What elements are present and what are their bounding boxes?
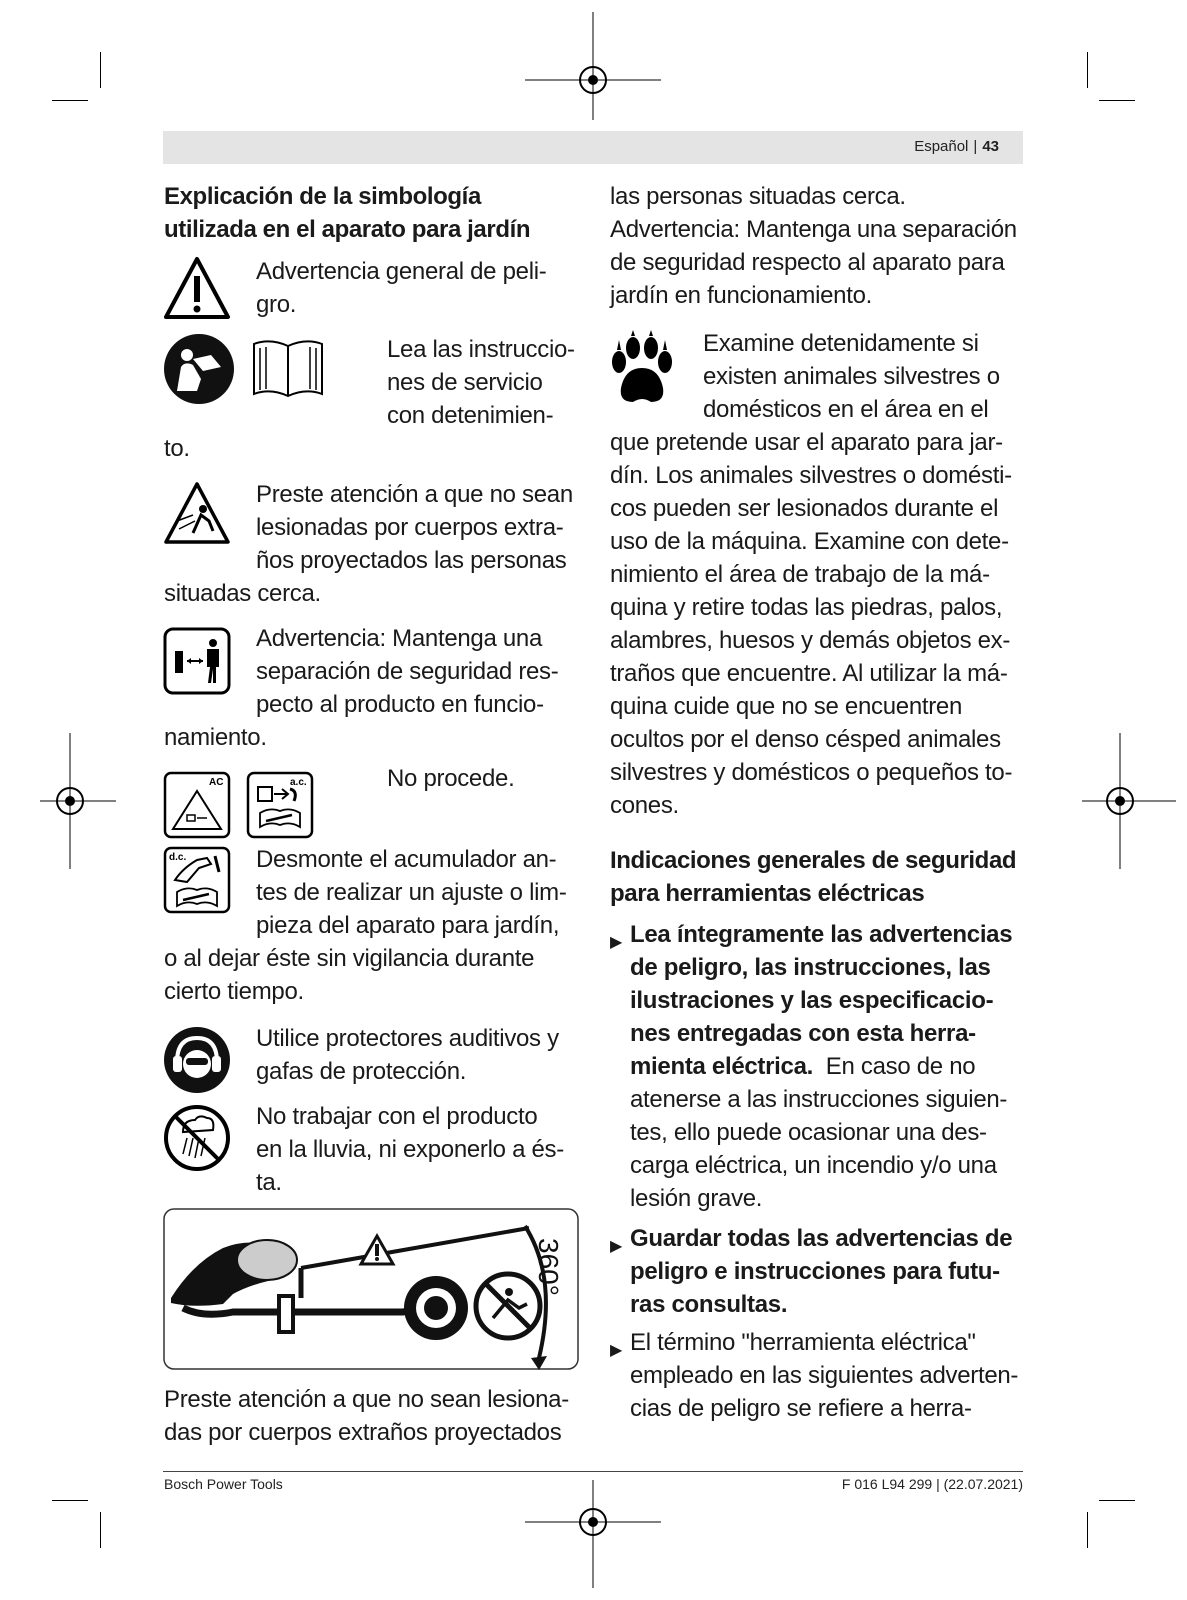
header-text: Español | 43 (914, 138, 999, 155)
paw-icon (609, 330, 675, 406)
animal-text-indented: Examine detenidamente si existen animales silvestres o domésticos en el área en el (703, 330, 1000, 423)
registration-mark-right (1080, 733, 1180, 873)
ear-eye-protection-icon (163, 1026, 231, 1094)
diagram-caption: Preste atención a que no sean lesiona- das por cuerpos extraños proyectados (164, 1386, 569, 1446)
page-header (163, 131, 1023, 164)
symbol-text-read-manual: Lea las instruccio- nes de servicio con detenimien- (387, 336, 575, 429)
no-rain-icon (163, 1104, 231, 1172)
ac-manual-icon (246, 771, 314, 839)
footer-brand: Bosch Power Tools (164, 1476, 283, 1492)
bullet-marker-3: ▶ (610, 1342, 623, 1359)
manual-book-icon (250, 338, 326, 402)
symbol-text-thrown-objects-cont: situadas cerca. (164, 580, 321, 607)
dc-battery-remove-icon (163, 846, 231, 914)
symbol-text-read-manual-cont: to. (164, 435, 190, 462)
warning-triangle-icon (163, 256, 231, 320)
footer-rule (163, 1471, 1023, 1472)
registration-mark-left (40, 733, 120, 873)
dc-badge: d.c. (169, 852, 187, 863)
rotation-label: 360° (533, 1238, 564, 1296)
bullet-1: Lea íntegramente las advertencias de peligro, las instrucciones, las ilustraciones y las especificacio- nes entregadas con esta herra- mienta eléctrica. En caso de no atenerse a las instrucciones siguien- tes, ello puede ocasionar una des- carga eléctrica, un incendio y/o una lesión grave. (630, 921, 1013, 1212)
right-intro: las personas situadas cerca. Advertencia: Mantenga una separación de seguridad respecto al aparato para jardín en funcionamiento. (610, 183, 1017, 309)
bullet-2: Guardar todas las advertencias de peligro e instrucciones para futu- ras consultas. (630, 1225, 1013, 1318)
symbol-text-safety-distance: Advertencia: Mantenga una separación de seguridad res- pecto al producto en funcio- (256, 625, 559, 718)
footer-doc-id: F 016 L94 299 | (22.07.2021) (841, 1476, 1023, 1492)
symbol-text-safety-distance-cont: namiento. (164, 724, 267, 751)
thrown-objects-icon (163, 481, 231, 545)
header-language: Español (914, 138, 969, 155)
bullet-marker-1: ▶ (610, 934, 623, 951)
symbols-heading: Explicación de la simbología utilizada en el aparato para jardín (164, 183, 531, 243)
read-manual-icon (163, 333, 235, 405)
symbol-text-thrown-objects: Preste atención a que no sean lesionadas por cuerpos extra- ños proyectados las personas (256, 481, 573, 574)
bullet-3: El término "herramienta eléctrica" empleado en las siguientes adverten- cias de peligro se refiere a herra- (630, 1329, 1019, 1422)
symbol-text-dc-cont: o al dejar éste sin vigilancia durante cierto tiempo. (164, 945, 535, 1005)
symbol-text-ear-eye: Utilice protectores auditivos y gafas de protección. (256, 1025, 559, 1085)
registration-mark-bottom (525, 1480, 665, 1590)
rotation-safety-diagram (163, 1208, 579, 1370)
symbol-text-no-rain: No trabajar con el producto en la lluvia, ni exponerlo a és- ta. (256, 1103, 564, 1196)
registration-mark-top (525, 12, 665, 122)
bullet-marker-2: ▶ (610, 1238, 623, 1255)
safety-heading: Indicaciones generales de seguridad para herramientas eléctricas (610, 847, 1017, 907)
ac-badge: AC (209, 777, 224, 788)
safety-distance-icon (163, 627, 231, 695)
page-number: 43 (982, 138, 999, 155)
ac-badge-2: a.c. (290, 777, 307, 788)
symbol-text-dc: Desmonte el acumulador an- tes de realizar un ajuste o lim- pieza del aparato para jardín, (256, 846, 567, 939)
ac-unplug-icon (163, 771, 231, 839)
symbol-text-warning: Advertencia general de peli- gro. (256, 258, 547, 318)
symbol-text-ac: No procede. (387, 765, 515, 792)
animal-text-full: que pretende usar el aparato para jar- dín. Los animales silvestres o domésti- cos pueden ser lesionados durante el uso de la máquina. Examine con dete- nimiento el área de trabajo de la má- quina y retire todas las piedras, palos, alambres, huesos y demás objetos ex- traños que encuentre. Al utilizar la má- quina cuide que no se encuentren ocultos por el denso césped animales silvestres y domésticos o pequeños to- cones. (610, 429, 1013, 819)
